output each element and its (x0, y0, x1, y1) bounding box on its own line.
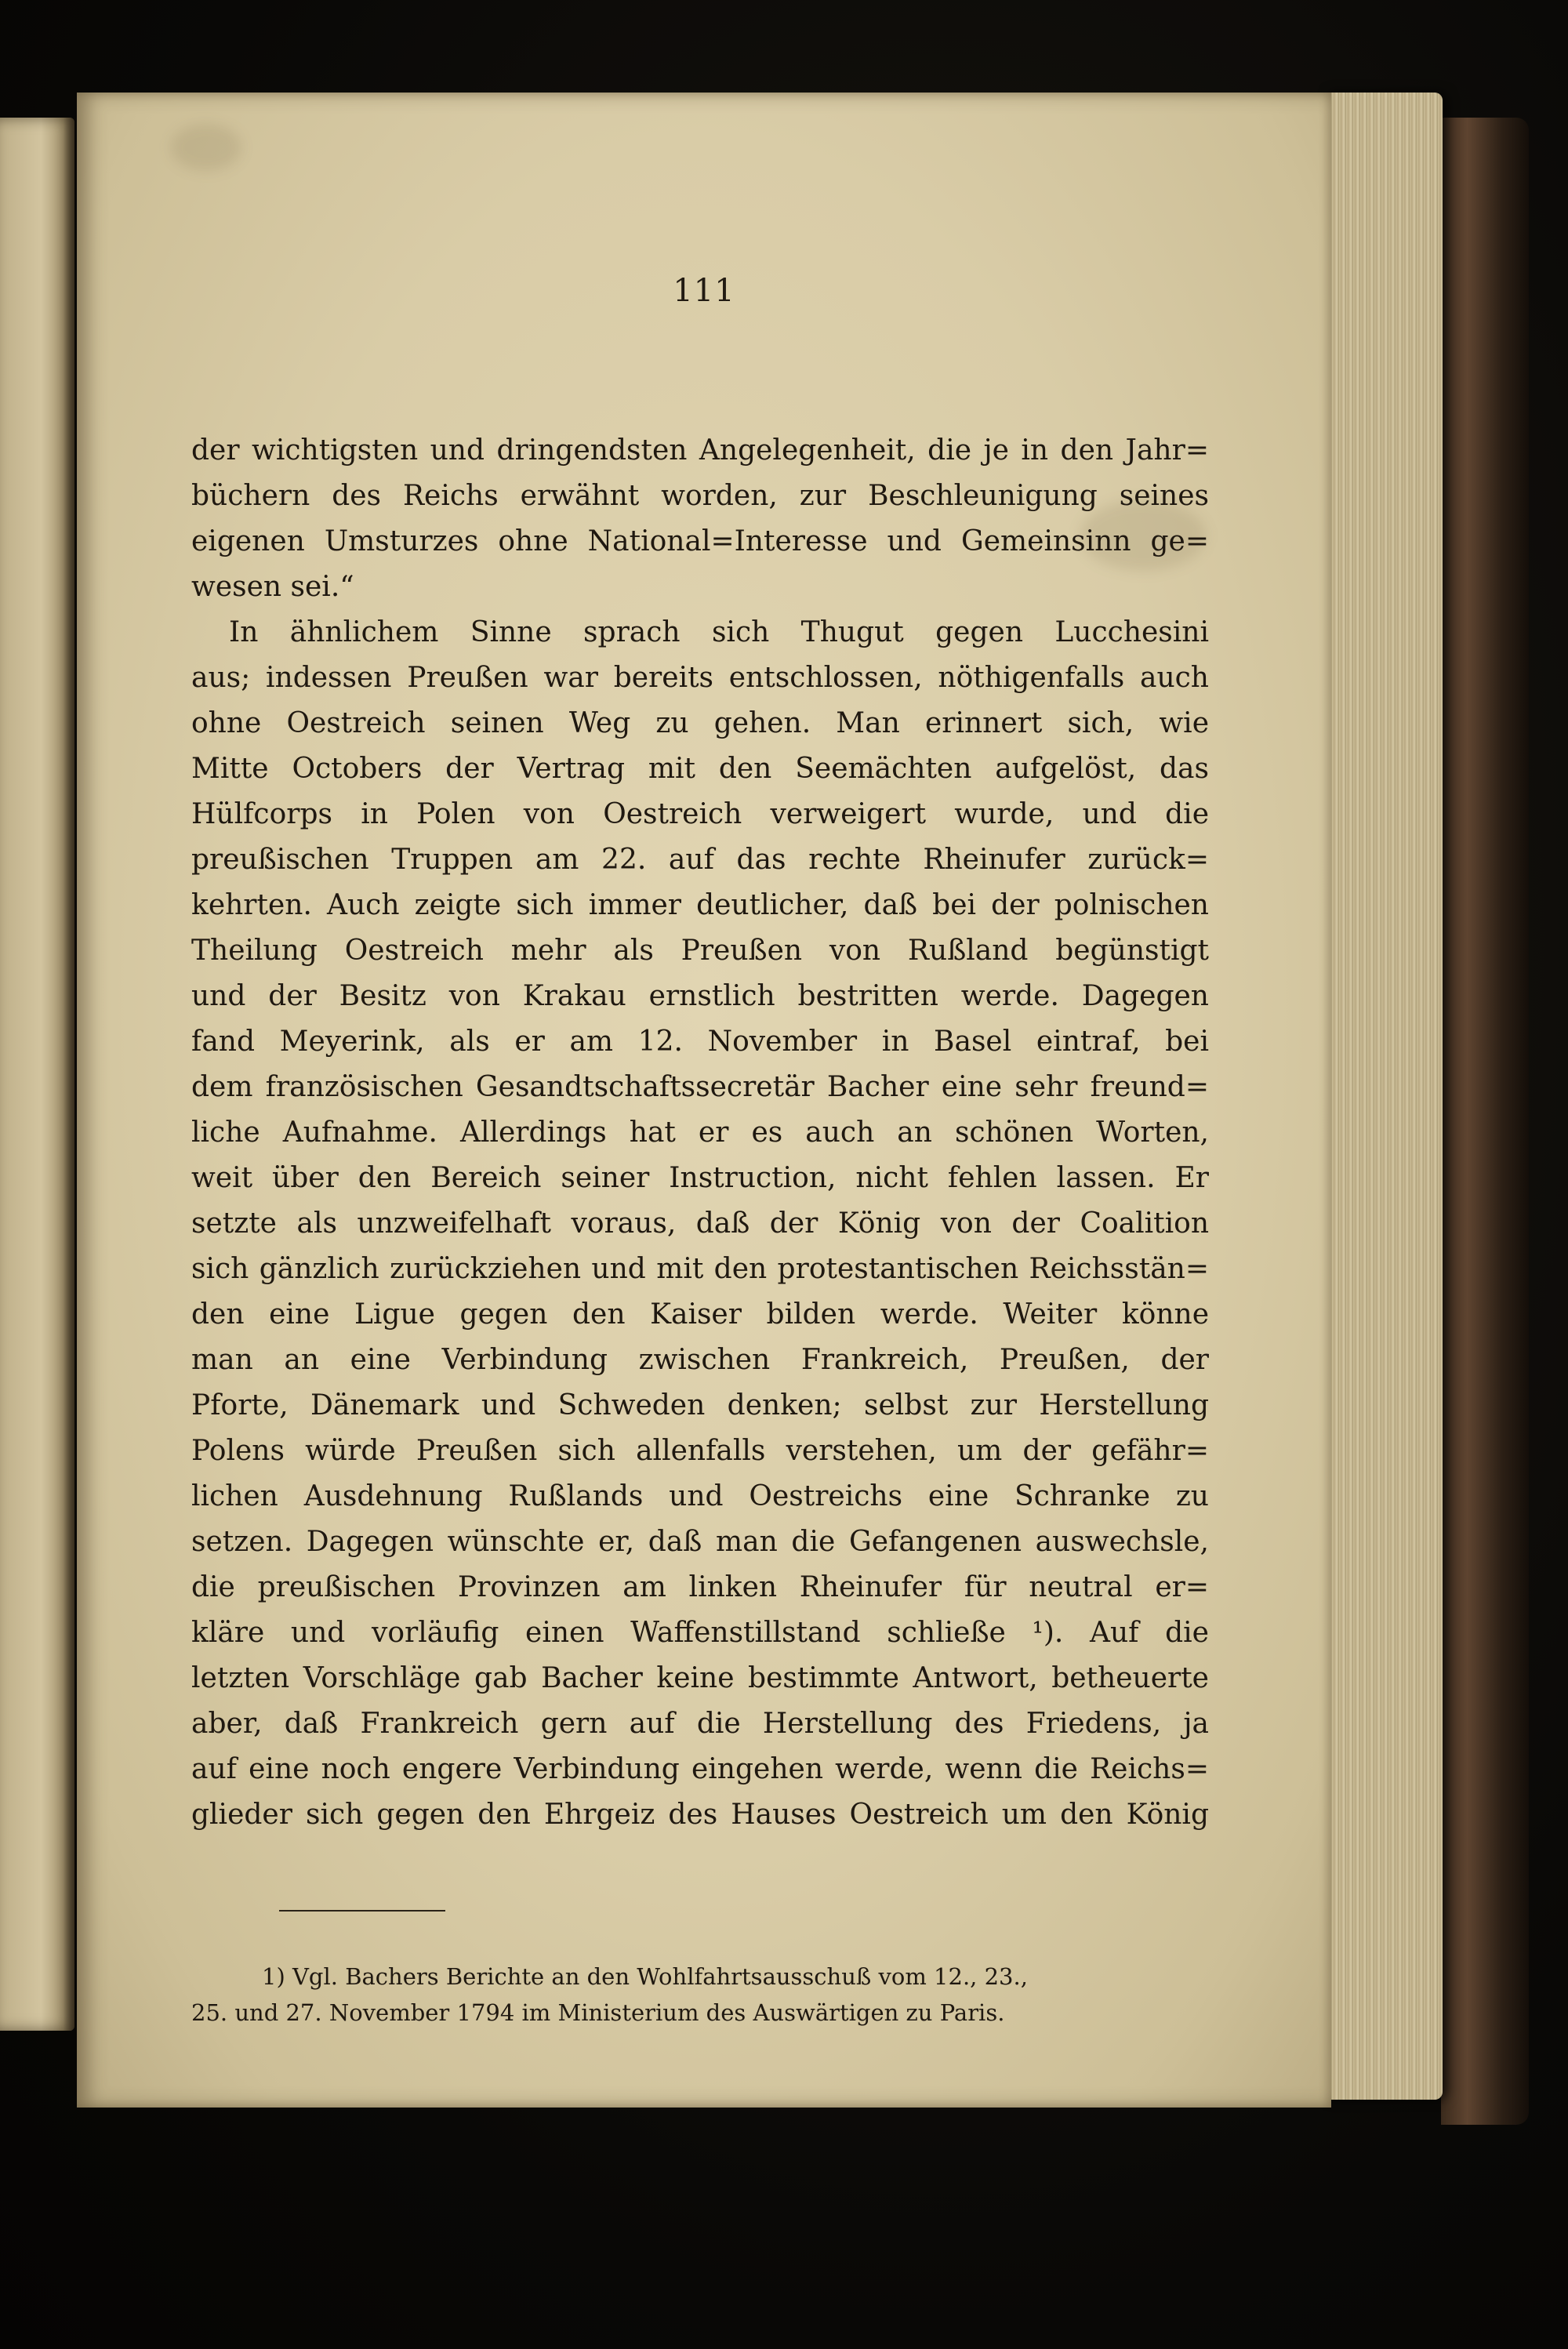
text-line: der wichtigsten und dringendsten Angelegenheit, die je in den Jahr= (191, 434, 1209, 467)
text-line: ohne Oestreich seinen Weg zu gehen. Man erinnert sich, wie (191, 707, 1209, 739)
text-line: die preußischen Provinzen am linken Rheinufer für neutral er= (191, 1571, 1209, 1603)
text-line: sich gänzlich zurückziehen und mit den protestantischen Reichsstän= (191, 1253, 1209, 1285)
text-line: preußischen Truppen am 22. auf das rechte Rheinufer zurück= (191, 844, 1209, 876)
text-line: dem französischen Gesandtschaftssecretär Bacher eine sehr freund= (191, 1071, 1209, 1103)
text-line: setzte als unzweifelhaft voraus, daß der König von der Coalition (191, 1207, 1209, 1240)
text-line: setzen. Dagegen wünschte er, daß man die Gefangenen auswechsle, (191, 1526, 1209, 1558)
text-line: In ähnlichem Sinne sprach sich Thugut gegen Lucchesini (229, 616, 1209, 648)
page-number: 111 (673, 273, 735, 309)
text-line: kläre und vorläufig einen Waffenstillstand schließe ¹). Auf die (191, 1617, 1209, 1649)
text-line: letzten Vorschläge gab Bacher keine bestimmte Antwort, betheuerte (191, 1662, 1209, 1694)
text-line: Pforte, Dänemark und Schweden denken; selbst zur Herstellung (191, 1389, 1209, 1421)
body-text (191, 428, 1209, 1838)
book-cover-edge (1441, 118, 1529, 2125)
text-line: auf eine noch engere Verbindung eingehen werde, wenn die Reichs= (191, 1753, 1209, 1785)
book-page (77, 93, 1331, 2108)
text-line: lichen Ausdehnung Rußlands und Oestreichs eine Schranke zu (191, 1480, 1209, 1512)
text-line: man an eine Verbindung zwischen Frankreich, Preußen, der (191, 1344, 1209, 1376)
footnotes (191, 1959, 1209, 2031)
text-line: Polens würde Preußen sich allenfalls verstehen, um der gefähr= (191, 1435, 1209, 1467)
text-line: büchern des Reichs erwähnt worden, zur Beschleunigung seines (191, 480, 1209, 512)
text-line: fand Meyerink, als er am 12. November in Basel eintraf, bei (191, 1026, 1209, 1058)
footnote-line: 1) Vgl. Bachers Berichte an den Wohlfahrtsausschuß vom 12., 23., (262, 1963, 1028, 1990)
text-line: Mitte Octobers der Vertrag mit den Seemächten aufgelöst, das (191, 753, 1209, 785)
footnote-line: 25. und 27. November 1794 im Ministerium des Auswärtigen zu Paris. (191, 1999, 1005, 2026)
footnote-separator (279, 1910, 445, 1912)
previous-page-edge (0, 118, 74, 2031)
text-line: aus; indessen Preußen war bereits entschlossen, nöthigenfalls auch (191, 662, 1209, 694)
text-line: wesen sei.“ (191, 571, 354, 603)
text-line: glieder sich gegen den Ehrgeiz des Hauses Oestreich um den König (191, 1799, 1209, 1831)
text-line: Hülfcorps in Polen von Oestreich verweigert wurde, und die (191, 798, 1209, 830)
paper-stain (171, 124, 241, 171)
page-block-edge (1325, 93, 1443, 2100)
text-line: weit über den Bereich seiner Instruction, nicht fehlen lassen. Er (191, 1162, 1209, 1194)
text-line: liche Aufnahme. Allerdings hat er es auch an schönen Worten, (191, 1116, 1209, 1149)
text-line: aber, daß Frankreich gern auf die Herstellung des Friedens, ja (191, 1708, 1209, 1740)
text-line: eigenen Umsturzes ohne National=Interesse und Gemeinsinn ge= (191, 525, 1209, 557)
text-line: den eine Ligue gegen den Kaiser bilden werde. Weiter könne (191, 1298, 1209, 1331)
text-line: und der Besitz von Krakau ernstlich bestritten werde. Dagegen (191, 980, 1209, 1012)
text-line: Theilung Oestreich mehr als Preußen von Rußland begünstigt (191, 935, 1209, 967)
text-line: kehrten. Auch zeigte sich immer deutlicher, daß bei der polnischen (191, 889, 1209, 921)
